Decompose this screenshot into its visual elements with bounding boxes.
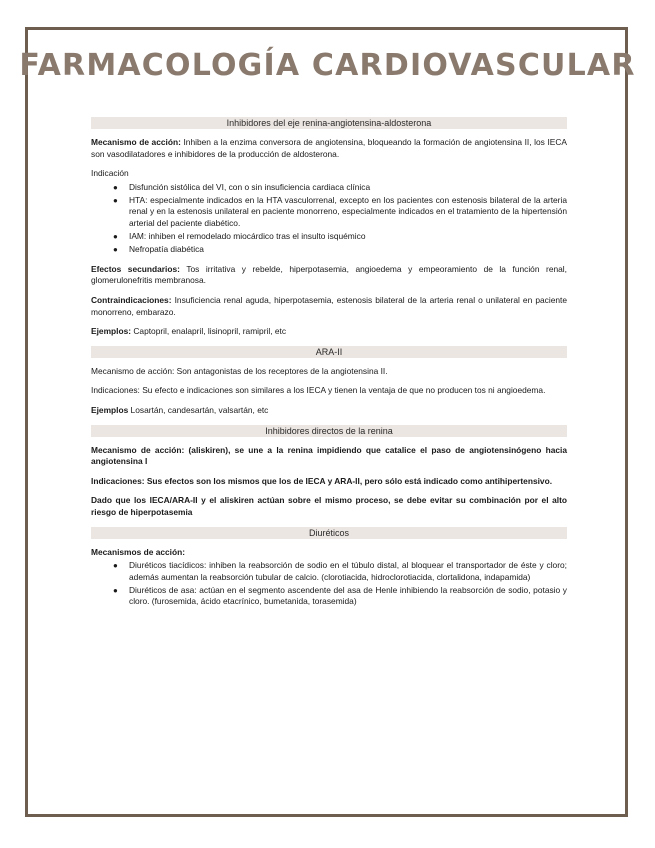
- ieca-indicacion-label: Indicación: [91, 168, 129, 179]
- bullet-icon: ●: [113, 195, 118, 205]
- renina-nota: Dado que los IECA/ARA-II y el aliskiren actúan sobre el mismo proceso, se debe evitar su combinación por el alto riesgo de hiperpotasemia: [91, 495, 567, 517]
- list-item: ● HTA: especialmente indicados en la HTA vasculorrenal, excepto en los pacientes con estenosis bilateral de la arteria renal y en la estenosis unilateral en paciente monorreno, especialmente indicados en el tratamiento de la hipertensión arterial del paciente diabético.: [113, 194, 567, 229]
- bullet-icon: ●: [113, 585, 118, 595]
- ieca-indicaciones-list: [91, 182, 567, 256]
- ieca-mecanismo-text: Inhiben a la enzima conversora de angiotensina, bloqueando la formación de angiotensina II, los IECA son vasodilatadores e inhibidores de la producción de aldosterona.: [91, 137, 567, 159]
- ara-mecanismo: Mecanismo de acción: Son antagonistas de los receptores de la angiotensina II.: [91, 365, 388, 376]
- bullet-icon: ●: [113, 232, 118, 242]
- bullet-icon: ●: [113, 182, 118, 192]
- ieca-mecanismo: [91, 137, 567, 160]
- section-heading-renina: Inhibidores directos de la renina: [91, 425, 567, 437]
- document-content: [91, 117, 567, 616]
- list-item: ● Disfunción sistólica del VI, con o sin insuficiencia cardiaca clínica: [113, 181, 371, 192]
- ieca-ejemplos: Ejemplos: Captopril, enalapril, lisinopril, ramipril, etc: [91, 326, 287, 337]
- ieca-efectos: Efectos secundarios: Tos irritativa y rebelde, hiperpotasemia, angioedema y empeoramiento de la función renal, glomerulonefritis membranosa.: [91, 263, 567, 286]
- page-title: FARMACOLOGÍA CARDIOVASCULAR: [19, 48, 636, 83]
- diureticos-list: [91, 560, 567, 608]
- section-heading-ara: ARA-II: [91, 346, 567, 358]
- ieca-contraindicaciones: Contraindicaciones: Insuficiencia renal aguda, hiperpotasemia, estenosis bilateral de la arteria renal o unilateral en paciente monorreno, embarazo.: [91, 295, 567, 317]
- section-heading-ieca: Inhibidores del eje renina-angiotensina-aldosterona: [91, 117, 567, 129]
- list-item: ● Nefropatía diabética: [113, 244, 204, 255]
- ieca-ejemplos-label: Ejemplos:: [91, 326, 132, 337]
- renina-mecanismo: Mecanismo de acción: (aliskiren), se une a la renina impidiendo que catalice el paso de angiotensinógeno hacia angiotensina I: [91, 444, 567, 467]
- list-item: ● Diuréticos tiacídicos: inhiben la reabsorción de sodio en el túbulo distal, al bloquear el transportador de éste y cloro; además aumentan la reabsorción tubular de calcio. (clorotiacida, hidroclorotiacida, clortalidona, indapamida): [113, 560, 567, 582]
- diureticos-mecanismos-label: Mecanismos de acción:: [91, 546, 186, 557]
- ara-ejemplos: Ejemplos Losartán, candesartán, valsartán, etc: [91, 405, 269, 415]
- ara-indicaciones: Indicaciones: Su efecto e indicaciones son similares a los IECA y tienen la ventaja de que no producen tos ni angioedema.: [91, 385, 546, 396]
- list-item: ● Diuréticos de asa: actúan en el segmento ascendente del asa de Henle inhibiendo la reabsorción de sodio, potasio y cloro. (furosemida, ácido etacrínico, bumetanida, torasemida): [113, 584, 567, 607]
- section-heading-diureticos: Diuréticos: [91, 527, 567, 539]
- ieca-contra-label: Contraindicaciones:: [91, 295, 172, 306]
- bullet-icon: ●: [113, 245, 118, 255]
- renina-indicaciones: Indicaciones: Sus efectos son los mismos que los de IECA y ARA-II, pero sólo está indicado como antihipertensivo.: [91, 475, 553, 486]
- ieca-efectos-label: Efectos secundarios:: [91, 263, 180, 274]
- bullet-icon: ●: [113, 561, 118, 571]
- list-item: ● IAM: inhiben el remodelado miocárdico tras el insulto isquémico: [113, 231, 366, 242]
- ieca-mecanismo-label: Mecanismo de acción:: [91, 137, 181, 147]
